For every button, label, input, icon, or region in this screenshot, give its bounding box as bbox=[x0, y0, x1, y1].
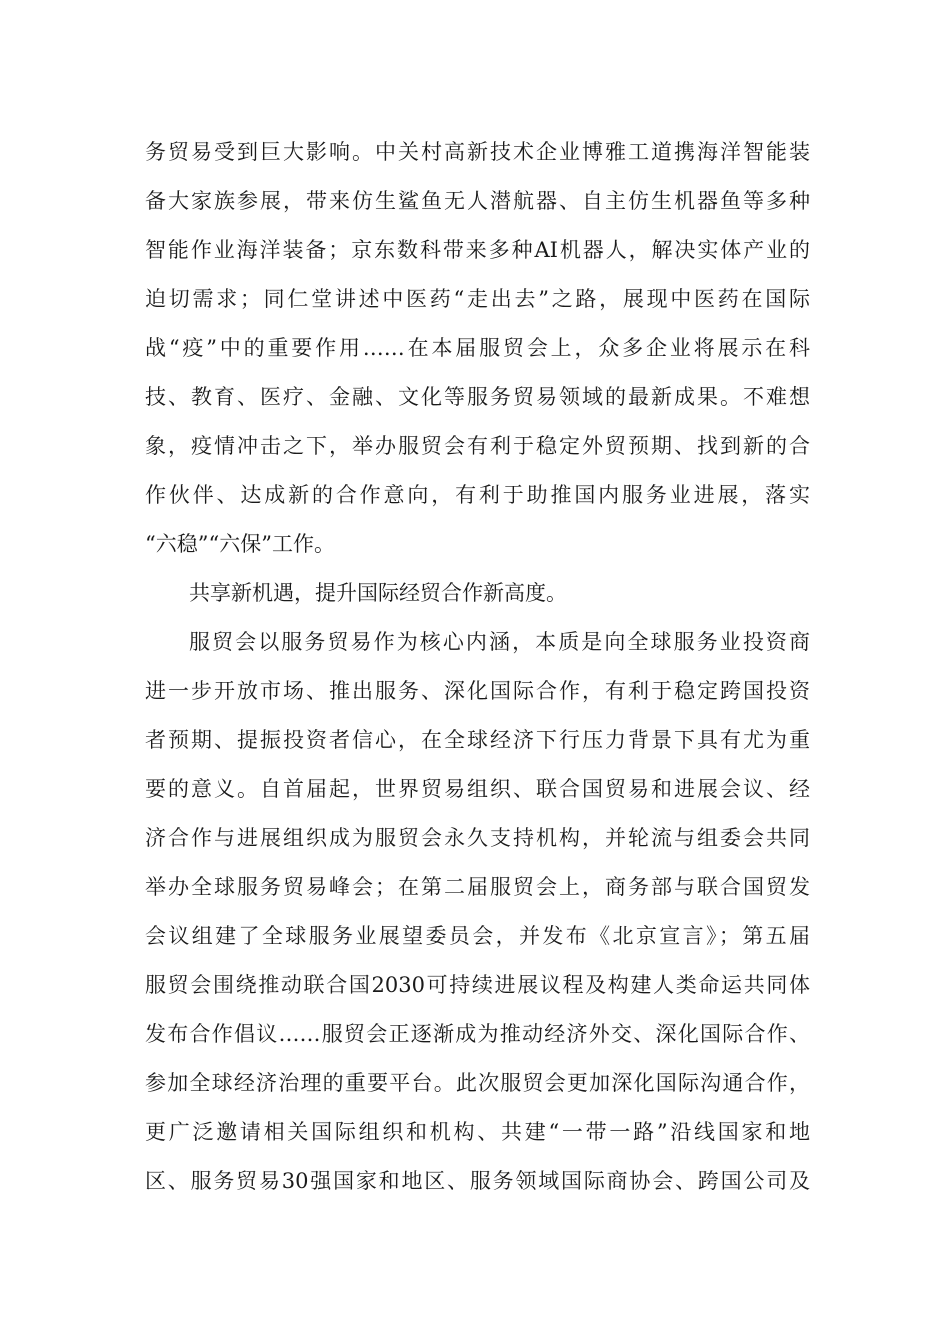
text-line: 作伙伴、达成新的合作意向，有利于助推国内服务业进展，落实 bbox=[145, 483, 810, 507]
text-line: 战“疫”中的重要作用……在本届服贸会上，众多企业将展示在科 bbox=[145, 336, 810, 360]
text-line: 备大家族参展，带来仿生鲨鱼无人潜航器、自主仿生机器鱼等多种 bbox=[145, 189, 810, 213]
text-line: 者预期、提振投资者信心，在全球经济下行压力背景下具有尤为重 bbox=[145, 728, 810, 752]
text-line: 智能作业海洋装备；京东数科带来多种AI机器人，解决实体产业的 bbox=[145, 238, 810, 262]
text-line: 举办全球服务贸易峰会；在第二届服贸会上，商务部与联合国贸发 bbox=[145, 875, 810, 899]
text-line: 发布合作倡议……服贸会正逐渐成为推动经济外交、深化国际合作、 bbox=[145, 1022, 810, 1046]
text-line: 参加全球经济治理的重要平台。此次服贸会更加深化国际沟通合作， bbox=[145, 1071, 810, 1095]
text-line: 技、教育、医疗、金融、文化等服务贸易领域的最新成果。不难想 bbox=[145, 385, 810, 409]
text-line: “六稳”“六保”工作。 bbox=[145, 532, 335, 556]
document-body bbox=[145, 128, 810, 1206]
text-line: 更广泛邀请相关国际组织和机构、共建“一带一路”沿线国家和地 bbox=[145, 1120, 810, 1144]
section-heading bbox=[145, 569, 810, 618]
text-line: 进一步开放市场、推出服务、深化国际合作，有利于稳定跨国投资 bbox=[145, 679, 810, 703]
paragraph-1 bbox=[145, 128, 810, 569]
text-line: 服贸会围绕推动联合国2030可持续进展议程及构建人类命运共同体 bbox=[145, 973, 810, 997]
text-line: 务贸易受到巨大影响。中关村高新技术企业博雅工道携海洋智能装 bbox=[145, 140, 810, 164]
text-line: 济合作与进展组织成为服贸会永久支持机构，并轮流与组委会共同 bbox=[145, 826, 810, 850]
text-line: 服贸会以服务贸易作为核心内涵，本质是向全球服务业投资商 bbox=[189, 630, 810, 654]
text-line: 要的意义。自首届起，世界贸易组织、联合国贸易和进展会议、经 bbox=[145, 777, 810, 801]
text-line: 会议组建了全球服务业展望委员会，并发布《北京宣言》；第五届 bbox=[145, 924, 810, 948]
text-line: 迫切需求；同仁堂讲述中医药“走出去”之路，展现中医药在国际 bbox=[145, 287, 810, 311]
heading-text: 共享新机遇，提升国际经贸合作新高度。 bbox=[189, 581, 567, 605]
text-line: 区、服务贸易30强国家和地区、服务领域国际商协会、跨国公司及 bbox=[145, 1169, 810, 1193]
text-line: 象，疫情冲击之下，举办服贸会有利于稳定外贸预期、找到新的合 bbox=[145, 434, 810, 458]
paragraph-2 bbox=[145, 618, 810, 1206]
